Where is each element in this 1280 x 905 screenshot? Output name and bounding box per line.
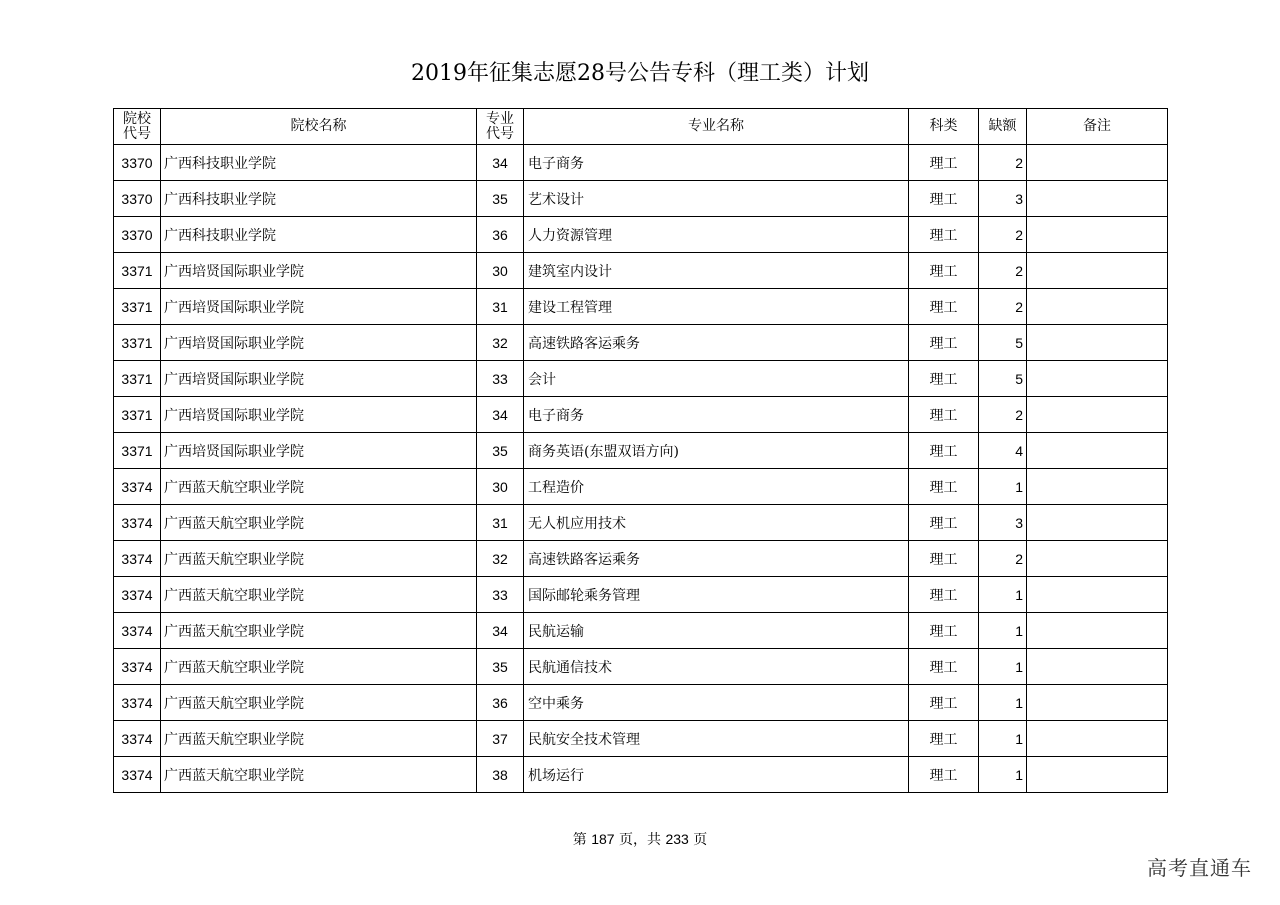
cell-category: 理工 [909,145,979,181]
cell-school-code: 3371 [114,289,161,325]
cell-major-code: 32 [477,325,524,361]
cell-category: 理工 [909,757,979,793]
cell-school-name: 广西蓝天航空职业学院 [161,541,477,577]
cell-school-name: 广西培贤国际职业学院 [161,397,477,433]
cell-school-name: 广西蓝天航空职业学院 [161,505,477,541]
table-row [114,505,1168,541]
cell-major-code: 31 [477,289,524,325]
cell-category: 理工 [909,217,979,253]
cell-school-code: 3374 [114,649,161,685]
cell-school-name: 广西蓝天航空职业学院 [161,469,477,505]
cell-remarks [1027,469,1168,505]
cell-major-code: 35 [477,649,524,685]
header-category: 科类 [909,109,979,145]
cell-major-code: 34 [477,145,524,181]
table-row [114,397,1168,433]
cell-major-code: 36 [477,217,524,253]
cell-major-name: 艺术设计 [524,181,909,217]
cell-category: 理工 [909,505,979,541]
table-row [114,649,1168,685]
header-major-code: 专业 代号 [477,109,524,145]
cell-shortfall: 3 [979,505,1027,541]
cell-school-name: 广西蓝天航空职业学院 [161,757,477,793]
table-row [114,145,1168,181]
page-title: 2019年征集志愿28号公告专科（理工类）计划 [411,61,869,86]
cell-major-name: 电子商务 [524,397,909,433]
cell-school-code: 3374 [114,541,161,577]
cell-shortfall: 2 [979,541,1027,577]
cell-school-code: 3374 [114,685,161,721]
cell-school-name: 广西蓝天航空职业学院 [161,577,477,613]
cell-major-name: 空中乘务 [524,685,909,721]
cell-school-name: 广西蓝天航空职业学院 [161,685,477,721]
header-shortfall: 缺额 [979,109,1027,145]
cell-category: 理工 [909,253,979,289]
cell-remarks [1027,685,1168,721]
cell-category: 理工 [909,325,979,361]
cell-major-name: 电子商务 [524,145,909,181]
cell-category: 理工 [909,433,979,469]
cell-major-name: 高速铁路客运乘务 [524,325,909,361]
cell-shortfall: 1 [979,469,1027,505]
cell-major-code: 36 [477,685,524,721]
footer-mid: 页，共 [619,832,661,848]
cell-school-code: 3374 [114,505,161,541]
table-row [114,433,1168,469]
cell-school-name: 广西培贤国际职业学院 [161,361,477,397]
cell-remarks [1027,253,1168,289]
table-row [114,613,1168,649]
cell-shortfall: 2 [979,289,1027,325]
cell-shortfall: 1 [979,613,1027,649]
cell-school-code: 3371 [114,397,161,433]
cell-school-name: 广西培贤国际职业学院 [161,289,477,325]
cell-remarks [1027,217,1168,253]
cell-school-name: 广西蓝天航空职业学院 [161,721,477,757]
footer-prefix: 第 [572,832,587,848]
cell-school-name: 广西蓝天航空职业学院 [161,649,477,685]
table-row [114,757,1168,793]
cell-major-name: 无人机应用技术 [524,505,909,541]
table-row [114,289,1168,325]
plan-table [113,108,1168,793]
header-school-name: 院校名称 [161,109,477,145]
footer-suffix: 页 [693,832,708,848]
table-header-row [114,109,1168,145]
cell-school-code: 3374 [114,721,161,757]
cell-remarks [1027,613,1168,649]
cell-school-code: 3374 [114,469,161,505]
cell-remarks [1027,541,1168,577]
cell-shortfall: 2 [979,397,1027,433]
cell-shortfall: 1 [979,649,1027,685]
header-school-code: 院校 代号 [114,109,161,145]
table-row [114,253,1168,289]
table-row [114,541,1168,577]
cell-school-code: 3371 [114,361,161,397]
cell-remarks [1027,289,1168,325]
cell-school-name: 广西培贤国际职业学院 [161,433,477,469]
cell-major-code: 35 [477,181,524,217]
cell-major-name: 人力资源管理 [524,217,909,253]
cell-remarks [1027,325,1168,361]
cell-major-name: 民航安全技术管理 [524,721,909,757]
cell-shortfall: 2 [979,217,1027,253]
cell-remarks [1027,757,1168,793]
cell-remarks [1027,145,1168,181]
cell-category: 理工 [909,181,979,217]
footer-page-number: 187 [591,831,615,847]
cell-school-code: 3371 [114,253,161,289]
cell-major-code: 38 [477,757,524,793]
cell-major-code: 30 [477,253,524,289]
table-row [114,361,1168,397]
cell-major-name: 建筑室内设计 [524,253,909,289]
cell-school-name: 广西科技职业学院 [161,145,477,181]
watermark-text: 高考直通车 [1147,856,1252,880]
cell-remarks [1027,577,1168,613]
cell-major-code: 34 [477,397,524,433]
cell-remarks [1027,505,1168,541]
cell-school-code: 3370 [114,217,161,253]
cell-shortfall: 2 [979,145,1027,181]
cell-major-name: 建设工程管理 [524,289,909,325]
cell-school-code: 3370 [114,181,161,217]
cell-category: 理工 [909,685,979,721]
cell-category: 理工 [909,397,979,433]
table-row [114,721,1168,757]
cell-shortfall: 2 [979,253,1027,289]
cell-remarks [1027,181,1168,217]
cell-remarks [1027,649,1168,685]
cell-category: 理工 [909,721,979,757]
cell-major-name: 会计 [524,361,909,397]
cell-school-code: 3371 [114,433,161,469]
cell-school-name: 广西蓝天航空职业学院 [161,613,477,649]
cell-major-code: 35 [477,433,524,469]
cell-major-code: 30 [477,469,524,505]
cell-school-name: 广西科技职业学院 [161,181,477,217]
cell-shortfall: 1 [979,757,1027,793]
page-footer [0,829,1280,849]
cell-major-name: 民航运输 [524,613,909,649]
header-remarks: 备注 [1027,109,1168,145]
cell-major-code: 34 [477,613,524,649]
cell-school-code: 3371 [114,325,161,361]
cell-major-name: 机场运行 [524,757,909,793]
cell-school-code: 3374 [114,577,161,613]
cell-major-code: 32 [477,541,524,577]
cell-major-name: 国际邮轮乘务管理 [524,577,909,613]
table-row [114,577,1168,613]
cell-major-code: 37 [477,721,524,757]
cell-category: 理工 [909,289,979,325]
cell-remarks [1027,433,1168,469]
cell-category: 理工 [909,541,979,577]
table-row [114,217,1168,253]
table-row [114,325,1168,361]
table-row [114,685,1168,721]
table-row [114,181,1168,217]
cell-category: 理工 [909,577,979,613]
cell-school-code: 3374 [114,613,161,649]
cell-remarks [1027,721,1168,757]
cell-school-name: 广西培贤国际职业学院 [161,325,477,361]
cell-school-name: 广西培贤国际职业学院 [161,253,477,289]
table-body [114,145,1168,793]
cell-remarks [1027,361,1168,397]
cell-shortfall: 1 [979,685,1027,721]
cell-major-name: 民航通信技术 [524,649,909,685]
cell-shortfall: 5 [979,361,1027,397]
cell-category: 理工 [909,649,979,685]
cell-school-code: 3370 [114,145,161,181]
cell-major-code: 33 [477,577,524,613]
cell-shortfall: 1 [979,721,1027,757]
cell-major-name: 工程造价 [524,469,909,505]
cell-major-name: 高速铁路客运乘务 [524,541,909,577]
cell-major-name: 商务英语(东盟双语方向) [524,433,909,469]
cell-category: 理工 [909,361,979,397]
table-row [114,469,1168,505]
cell-major-code: 33 [477,361,524,397]
cell-category: 理工 [909,469,979,505]
cell-remarks [1027,397,1168,433]
cell-school-code: 3374 [114,757,161,793]
cell-school-name: 广西科技职业学院 [161,217,477,253]
cell-shortfall: 4 [979,433,1027,469]
cell-major-code: 31 [477,505,524,541]
cell-shortfall: 5 [979,325,1027,361]
cell-category: 理工 [909,613,979,649]
cell-shortfall: 1 [979,577,1027,613]
footer-total-pages: 233 [665,831,689,847]
header-major-name: 专业名称 [524,109,909,145]
cell-shortfall: 3 [979,181,1027,217]
